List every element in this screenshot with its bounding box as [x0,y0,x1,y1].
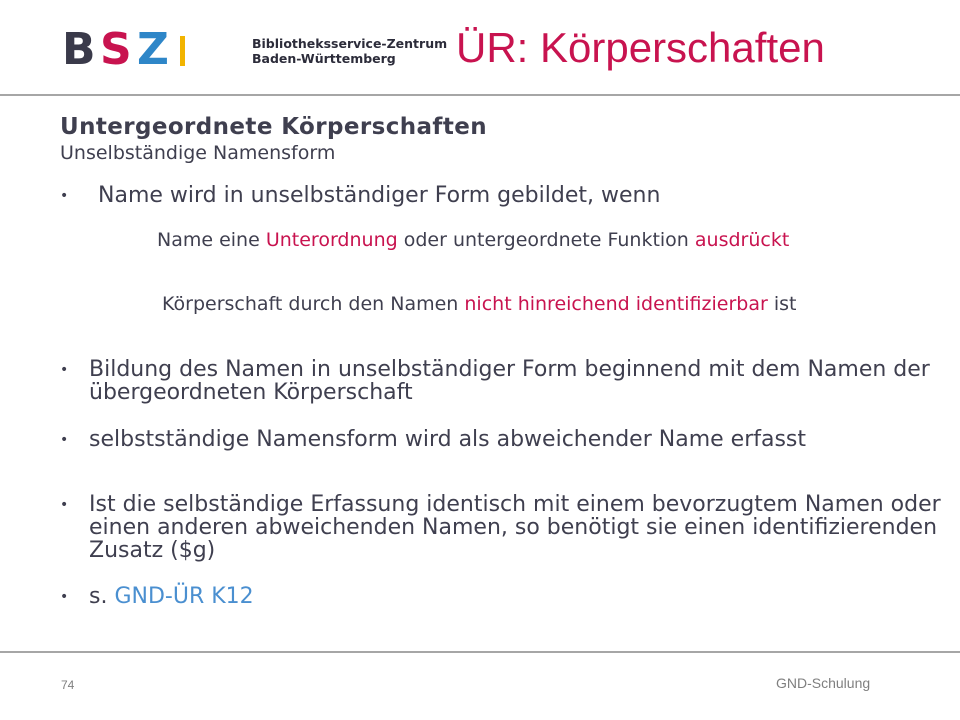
bullet-icon: • [60,432,69,448]
highlight-term: Unterordnung [265,229,398,251]
logo-letter-b: B [62,26,96,72]
bullet-item [60,184,950,207]
bullet-text: selbstständige Namensform wird als abweichender Name erfasst [89,427,807,452]
bullet-icon: • [60,497,69,513]
sub-item-text: ist [767,293,797,315]
logo-line-1: Bibliotheksservice-Zentrum [252,36,448,51]
highlight-term: ausdrückt [694,229,790,251]
section-heading: Untergeordnete Körperschaften [60,114,487,140]
highlight-term: nicht hinreichend identifizierbar [464,293,768,315]
sub-item-text: Körperschaft durch den Namen [162,293,465,315]
header-divider [0,94,960,96]
page-number: 74 [61,678,75,692]
bullet-text: Name wird in unselbständiger Form gebildet, wenn [98,183,661,208]
bsz-logo-mark [62,26,242,72]
logo-wordmark [252,36,447,66]
bullet-item [60,428,950,451]
bullet-item [60,358,950,404]
bullet-icon: • [60,589,69,605]
sub-item [157,230,857,251]
logo-line-2: Baden-Württemberg [252,51,396,66]
sub-item-text: Name eine [157,229,266,251]
bullet-icon: • [60,362,69,378]
gnd-rule-link[interactable]: GND-ÜR K12 [114,584,254,609]
logo-letter-z: Z [137,26,169,72]
bullet-text: Ist die selbständige Erfassung identisch mit einem bevorzugtem Namen oder einen anderen abweichenden Namen, so benötigt sie einen identifizierenden Zusatz ($g) [89,492,941,563]
bullet-text: Bildung des Namen in unselbständiger Form beginnend mit dem Namen der übergeordneten Körperschaft [89,357,930,405]
bullet-text [89,585,950,608]
sub-item [162,294,862,315]
bsz-logo [62,26,448,72]
section-subheading: Unselbständige Namensform [60,142,336,164]
footer-label: GND-Schulung [776,675,871,691]
bullet-item [60,585,950,608]
logo-accent-bar [180,36,185,66]
slide-title: ÜR: Körperschaften [456,24,825,71]
bullet-prefix: s. [89,584,115,609]
sub-item-text: oder untergeordnete Funktion [397,229,695,251]
logo-letter-s: S [100,26,132,72]
bullet-icon: • [60,188,69,204]
bullet-item [60,493,950,562]
footer-divider [0,651,960,653]
